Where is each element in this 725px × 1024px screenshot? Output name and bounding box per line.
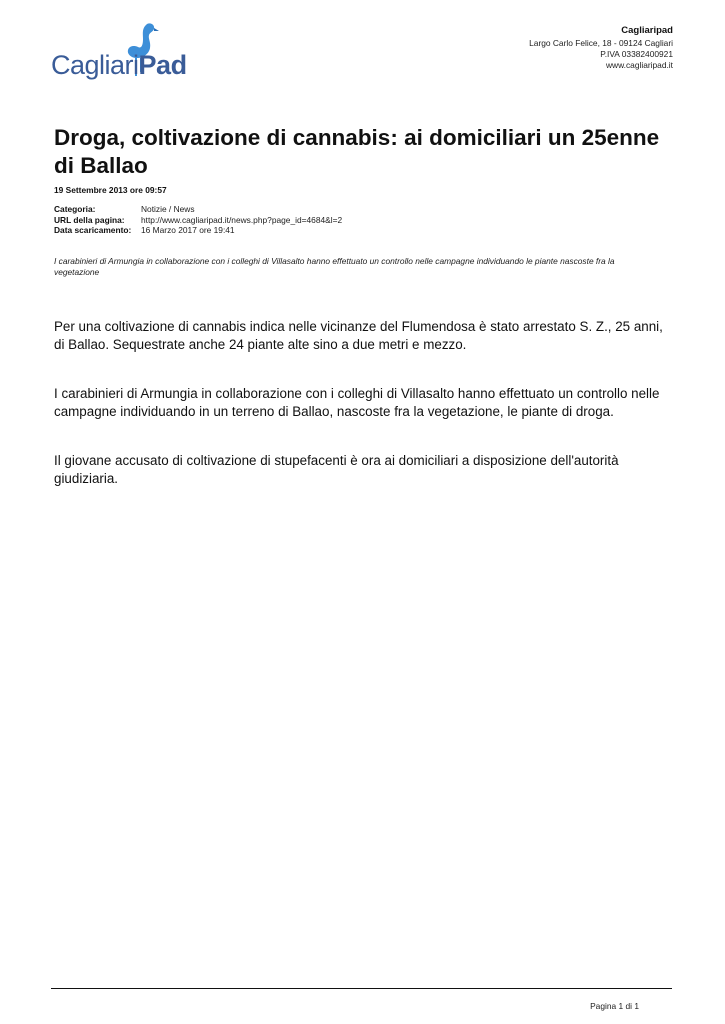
meta-label: Data scaricamento: [54,225,132,235]
meta-value: Notizie / News [141,204,195,214]
article-body [54,318,674,519]
body-paragraph: I carabinieri di Armungia in collaborazione con i colleghi di Villasalto hanno effettuato un controllo nelle campagne individuando in un terreno di Ballao, nascoste fra la vegetazione, le piante di droga. [54,386,660,419]
meta-label: URL della pagina: [54,214,125,225]
cagliaripad-logo [51,22,191,84]
meta-row-category [54,204,342,215]
company-website[interactable]: www.cagliaripad.it [605,60,673,70]
meta-label: Categoria: [54,204,96,214]
company-vat: P.IVA 03382400921 [600,49,673,59]
article-title: Droga, coltivazione di cannabis: ai domiciliari un 25enne di Ballao [54,125,660,178]
logo-wordmark: CagliariPad [51,50,187,80]
body-paragraph: Il giovane accusato di coltivazione di stupefacenti è ora ai domiciliari a disposizione dell'autorità giudiziaria. [54,453,619,486]
meta-row-url [54,215,342,226]
company-info [529,25,673,71]
article-date: 19 Settembre 2013 ore 09:57 [54,185,167,195]
footer-divider [51,988,672,989]
page-url-link[interactable]: http://www.cagliaripad.it/news.php?page_id=4684&l=2 [141,214,343,225]
company-address: Largo Carlo Felice, 18 - 09124 Cagliari [529,38,673,48]
meta-row-download-date [54,225,342,236]
page-number: Pagina 1 di 1 [590,1001,639,1011]
article-summary: I carabinieri di Armungia in collaborazione con i colleghi di Villasalto hanno effettuato un controllo nelle campagne individuando le piante nascoste fra la vegetazione [54,256,615,277]
article-meta [54,204,342,236]
meta-value: 16 Marzo 2017 ore 19:41 [141,225,235,235]
body-paragraph: Per una coltivazione di cannabis indica nelle vicinanze del Flumendosa è stato arrestato S. Z., 25 anni, di Ballao. Sequestrate anche 24 piante alte sino a due metri e mezzo. [54,319,663,352]
company-name: Cagliaripad [621,25,673,36]
